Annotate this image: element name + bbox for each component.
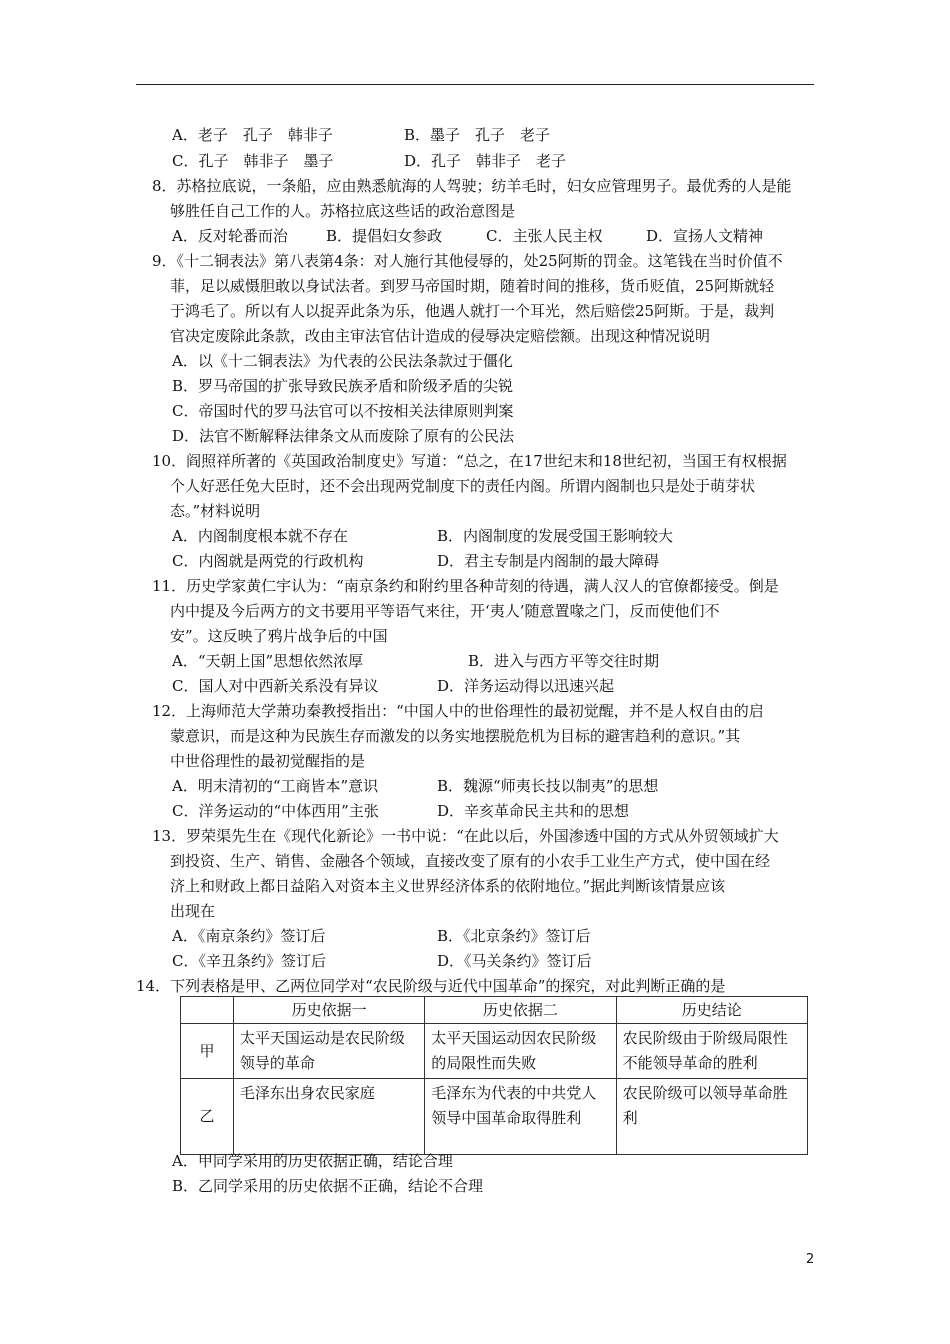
q12-option-b: B．魏源“师夷长技以制夷”的思想 — [437, 777, 659, 795]
q11-option-b: B．进入与西方平等交往时期 — [468, 652, 660, 670]
table-cell: 太平天国运动因农民阶级的局限性而失败 — [425, 1024, 616, 1079]
q12-option-c: C．洋务运动的“中体西用”主张 — [172, 802, 379, 820]
q9-option-b: B．罗马帝国的扩张导致民族矛盾和阶级矛盾的尖锐 — [172, 377, 514, 395]
q7-option-d: D．孔子 韩非子 老子 — [404, 152, 567, 170]
page-number: 2 — [806, 1252, 815, 1267]
q9-option-d: D．法官不断解释法律条文从而废除了原有的公民法 — [172, 427, 515, 445]
q13-option-d: D．《马关条约》签订后 — [437, 952, 592, 970]
table-header-row — [181, 997, 808, 1024]
q13-option-a: A．《南京条约》签订后 — [172, 927, 326, 945]
q7-option-c: C．孔子 韩非子 墨子 — [172, 152, 334, 170]
q8-option-b: B．提倡妇女参政 — [326, 227, 443, 245]
q12-stem-line1: 12．上海师范大学萧功秦教授指出：“中国人中的世俗理性的最初觉醒，并不是人权自由的启 — [152, 702, 764, 720]
header-rule — [136, 84, 814, 85]
q10-option-a: A．内阁制度根本就不存在 — [172, 527, 348, 545]
q11-option-a: A．“天朝上国”思想依然浓厚 — [172, 652, 364, 670]
q9-option-a: A．以《十二铜表法》为代表的公民法条款过于僵化 — [172, 352, 513, 370]
table-row — [181, 1024, 808, 1079]
q12-option-d: D．辛亥革命民主共和的思想 — [437, 802, 630, 820]
q7-option-a: A．老子 孔子 韩非子 — [172, 126, 333, 144]
inquiry-table — [180, 996, 808, 1155]
q13-stem-line3: 济上和财政上都日益陷入对资本主义世界经济体系的依附地位。”据此判断该情景应该 — [170, 877, 726, 895]
table-cell: 农民阶级可以领导革命胜利 — [616, 1079, 807, 1155]
q13-option-c: C．《辛丑条约》签订后 — [172, 952, 326, 970]
q10-stem-line2: 个人好恶任免大臣时，还不会出现两党制度下的责任内阁。所谓内阁制也只是处于萌芽状 — [170, 477, 756, 495]
table-cell: 毛泽东出身农民家庭 — [233, 1079, 424, 1155]
q10-stem-line3: 态。”材料说明 — [170, 502, 261, 520]
q9-stem-line3: 于鸿毛了。所以有人以捉弄此条为乐，他遇人就打一个耳光，然后赔偿25阿斯。于是，裁判 — [170, 302, 775, 320]
row-label-yi: 乙 — [181, 1079, 234, 1155]
q9-stem-line2: 菲，足以威慑胆敢以身试法者。到罗马帝国时期，随着时间的推移，货币贬值，25阿斯就轻 — [170, 277, 775, 295]
row-label-jia: 甲 — [181, 1024, 234, 1079]
q14-stem-line1: 14．下列表格是甲、乙两位同学对“农民阶级与近代中国革命”的探究，对此判断正确的是 — [136, 977, 726, 995]
q9-option-c: C．帝国时代的罗马法官可以不按相关法律原则判案 — [172, 402, 514, 420]
q8-option-d: D．宣扬人文精神 — [646, 227, 764, 245]
q10-option-b: B．内阁制度的发展受国王影响较大 — [437, 527, 674, 545]
q14-option-b: B．乙同学采用的历史依据不正确，结论不合理 — [172, 1177, 484, 1195]
q11-option-d: D．洋务运动得以迅速兴起 — [437, 677, 615, 695]
q12-stem-line3: 中世俗理性的最初觉醒指的是 — [170, 752, 366, 770]
q11-stem-line3: 安”。这反映了鸦片战争后的中国 — [170, 627, 388, 645]
q11-stem-line1: 11．历史学家黄仁宇认为：“南京条约和附约里各种苛刻的待遇，满人汉人的官僚都接受。倒是 — [152, 577, 779, 595]
q11-option-c: C．国人对中西新关系没有异议 — [172, 677, 379, 695]
q8-option-a: A．反对轮番而治 — [172, 227, 288, 245]
table-cell: 毛泽东为代表的中共党人领导中国革命取得胜利 — [425, 1079, 616, 1155]
table-header-cell: 历史依据一 — [233, 997, 424, 1024]
q7-option-b: B．墨子 孔子 老子 — [404, 126, 551, 144]
q13-stem-line2: 到投资、生产、销售、金融各个领域，直接改变了原有的小农手工业生产方式，使中国在经 — [170, 852, 771, 870]
table-header-cell — [181, 997, 234, 1024]
table-header-cell: 历史依据二 — [425, 997, 616, 1024]
table-row — [181, 1079, 808, 1155]
q11-stem-line2: 内中提及今后两方的文书要用平等语气来往，开‘夷人’随意置喙之门，反而使他们不 — [170, 602, 720, 620]
table-cell: 太平天国运动是农民阶级领导的革命 — [233, 1024, 424, 1079]
q13-stem-line4: 出现在 — [170, 902, 216, 920]
q9-stem-line1: 9．《十二铜表法》第八表第4条：对人施行其他侵辱的，处25阿斯的罚金。这笔钱在当时价值不 — [152, 252, 783, 270]
q9-stem-line4: 官决定废除此条款，改由主审法官估计造成的侵辱决定赔偿额。出现这种情况说明 — [170, 327, 711, 345]
q13-option-b: B．《北京条约》签订后 — [437, 927, 591, 945]
q10-option-d: D．君主专制是内阁制的最大障碍 — [437, 552, 660, 570]
q14-option-a: A．甲同学采用的历史依据正确，结论合理 — [172, 1152, 453, 1170]
q13-stem-line1: 13．罗荣渠先生在《现代化新论》一书中说：“在此以后，外国渗透中国的方式从外贸领域扩大 — [152, 827, 779, 845]
q10-stem-line1: 10．阎照祥所著的《英国政治制度史》写道：“总之，在17世纪末和18世纪初，当国王有权根据 — [152, 452, 787, 470]
q8-stem-line2: 够胜任自己工作的人。苏格拉底这些话的政治意图是 — [170, 202, 516, 220]
table-cell: 农民阶级由于阶级局限性不能领导革命的胜利 — [616, 1024, 807, 1079]
table-header-cell: 历史结论 — [616, 997, 807, 1024]
q8-stem-line1: 8．苏格拉底说，一条船，应由熟悉航海的人驾驶；纺羊毛时，妇女应管理男子。最优秀的人是能 — [152, 177, 792, 195]
q8-option-c: C．主张人民主权 — [486, 227, 603, 245]
q12-option-a: A．明末清初的“工商皆本”意识 — [172, 777, 379, 795]
q12-stem-line2: 蒙意识，而是这种为民族生存而激发的以务实地摆脱危机为目标的避害趋利的意识。”其 — [170, 727, 741, 745]
q10-option-c: C．内阁就是两党的行政机构 — [172, 552, 364, 570]
